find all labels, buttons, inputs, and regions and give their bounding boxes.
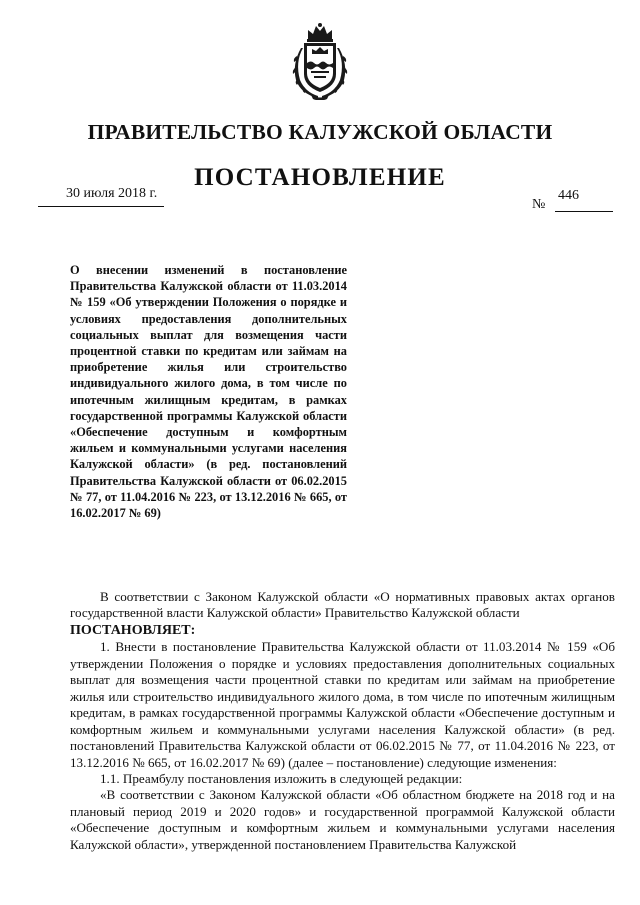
number-label: № — [532, 197, 546, 212]
coat-of-arms-icon — [291, 22, 349, 100]
document-number: 446 — [558, 188, 579, 203]
preamble-paragraph: В соответствии с Законом Калужской области «О нормативных правовых актах органов государственной власти Калужской области» Правительство Калужской области — [70, 589, 615, 621]
number-underline — [555, 211, 613, 212]
document-subject: О внесении изменений в постановление Правительства Калужской области от 11.03.2014 № 159 «Об утверждении Положения о порядке и условиях предоставления дополнительных социальных выплат для возмещения части процентной ставки по кредитам или займам на приобретение жилья или строительство индивидуального жилого дома, в том числе по ипотечным жилищным кредитам, в рамках государственной программы Калужской области «Обеспечение доступным и комфортным жильем и коммунальными услугами населения Калужской области» (в ред. постановлений Правительства Калужской области от 06.02.2015 № 77, от 11.04.2016 № 223, от 13.12.2016 № 665, от 16.02.2017 № 69) — [70, 263, 347, 521]
document-type: ПОСТАНОВЛЕНИЕ — [194, 164, 446, 191]
resolves-heading: ПОСТАНОВЛЯЕТ: — [70, 622, 196, 638]
date-underline — [38, 206, 164, 207]
item-1-1-paragraph: 1.1. Преамбулу постановления изложить в следующей редакции: — [100, 770, 463, 786]
resolves-paragraph — [70, 622, 615, 639]
document-body — [70, 589, 615, 853]
document-date: 30 июля 2018 г. — [66, 186, 158, 201]
quoted-preamble-paragraph: «В соответствии с Законом Калужской области «Об областном бюджете на 2018 год и на плановый период 2019 и 2020 годов» и государственной программой Калужской области «Обеспечение доступным и комфортным жильем и коммунальными услугами населения Калужской области», утвержденной постановлением Правительства Калужской — [70, 787, 615, 852]
government-title: ПРАВИТЕЛЬСТВО КАЛУЖСКОЙ ОБЛАСТИ — [87, 120, 553, 144]
item-1-paragraph: 1. Внести в постановление Правительства Калужской области от 11.03.2014 № 159 «Об утверждении Положения о порядке и условиях предоставления дополнительных социальных выплат для возмещения части процентной ставки по кредитам или займам на приобретение жилья или строительство индивидуального жилого дома, в том числе по ипотечным жилищным кредитам, в рамках государственной программы Калужской области «Обеспечение доступным и комфортным жильем и коммунальными услугами населения Калужской области» (в ред. постановлений Правительства Калужской области от 06.02.2015 № 77, от 11.04.2016 № 223, от 13.12.2016 № 665, от 16.02.2017 № 69) (далее – постановление) следующие изменения: — [70, 639, 615, 770]
